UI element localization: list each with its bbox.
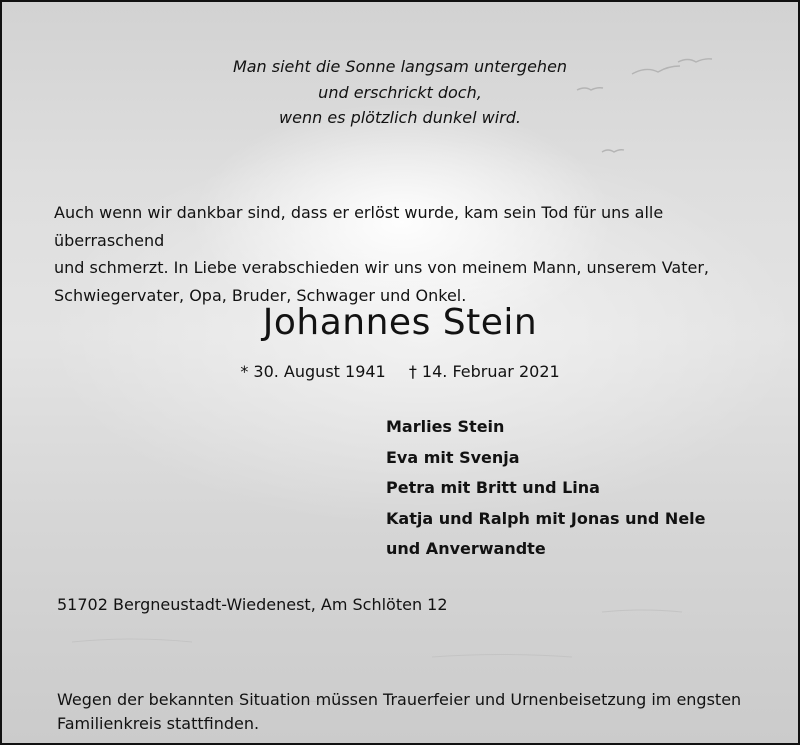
family-member: Katja und Ralph mit Jonas und Nele (386, 508, 706, 528)
death-date: † 14. Februar 2021 (408, 362, 560, 381)
bird-shape (602, 150, 624, 152)
deceased-name: Johannes Stein (262, 302, 538, 343)
poem (2, 54, 798, 131)
birth-date: * 30. August 1941 (240, 362, 386, 381)
intro-paragraph (54, 199, 774, 309)
family-member: und Anverwandte (386, 539, 546, 558)
poem-line: wenn es plötzlich dunkel wird. (279, 108, 521, 127)
poem-line: Man sieht die Sonne langsam untergehen (232, 57, 568, 76)
footer-note (57, 688, 767, 736)
wave-line (72, 639, 192, 642)
poem-line: und erschrickt doch, (318, 82, 482, 102)
wave-line (432, 655, 572, 658)
footer-line: Wegen der bekannten Situation müssen Trauerfeier und Urnenbeisetzung im engsten (57, 690, 742, 709)
footer-line: Familienkreis stattfinden. (57, 714, 260, 733)
family-member: Eva mit Svenja (386, 447, 520, 467)
intro-line: Auch wenn wir dankbar sind, dass er erlöst wurde, kam sein Tod für uns alle überraschend (54, 203, 664, 250)
intro-line: Schwiegervater, Opa, Bruder, Schwager und Onkel. (54, 285, 467, 305)
address: 51702 Bergneustadt-Wiedenest, Am Schlöten 12 (57, 595, 448, 614)
life-dates (2, 362, 798, 381)
family-member: Marlies Stein (386, 417, 505, 436)
family-member: Petra mit Britt und Lina (386, 478, 600, 497)
family-list (386, 412, 706, 565)
intro-line: und schmerzt. In Liebe verabschieden wir uns von meinem Mann, unserem Vater, (54, 258, 709, 277)
wave-line (602, 610, 682, 612)
